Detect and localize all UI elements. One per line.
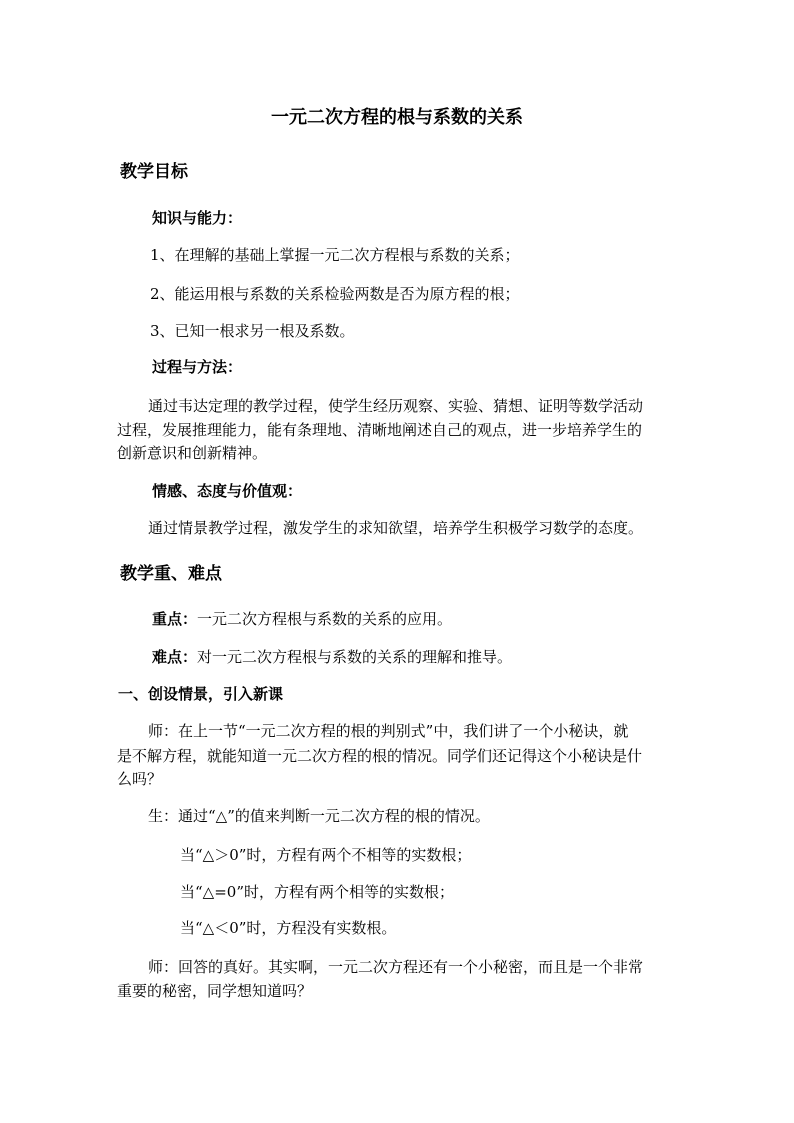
paragraph-line: 通过韦达定理的教学过程，使学生经历观察、实验、猜想、证明等数学活动: [148, 397, 644, 415]
case-line: 当“△＞0”时，方程有两个不相等的实数根；: [180, 846, 472, 864]
dialogue-line: 重要的秘密，同学想知道吗？: [117, 982, 313, 1000]
goal-item: 1、在理解的基础上掌握一元二次方程根与系数的关系；: [150, 246, 520, 264]
heading-key-points: 教学重、难点: [120, 564, 222, 584]
dialogue-line: 生：通过“△”的值来判断一元二次方程的根的情况。: [148, 807, 490, 825]
difficulty-text: 对一元二次方程根与系数的关系的理解和推导。: [197, 648, 513, 666]
heading-knowledge-ability: 知识与能力：: [152, 209, 243, 227]
paragraph-line: 过程，发展推理能力，能有条理地、清晰地阐述自己的观点，进一步培养学生的: [117, 421, 643, 439]
heading-teaching-goals: 教学目标: [120, 162, 188, 182]
dialogue-line: 么吗？: [117, 770, 163, 788]
heading-section-1: 一、创设情景，引入新课: [118, 685, 284, 703]
focus-label: 重点：: [152, 610, 198, 628]
case-line: 当“△＜0”时，方程没有实数根。: [180, 919, 397, 937]
goal-item: 3、已知一根求另一根及系数。: [150, 322, 355, 340]
paragraph-line: 创新意识和创新精神。: [117, 444, 268, 462]
heading-process-method: 过程与方法：: [152, 358, 243, 376]
heading-attitude-values: 情感、态度与价值观：: [152, 482, 303, 500]
difficulty-line: [152, 647, 512, 667]
dialogue-line: 师：回答的真好。其实啊，一元二次方程还有一个小秘密，而且是一个非常: [148, 958, 644, 976]
difficulty-label: 难点：: [152, 648, 198, 666]
focus-text: 一元二次方程根与系数的关系的应用。: [197, 610, 453, 628]
case-line: 当“△=0”时，方程有两个相等的实数根；: [180, 883, 454, 901]
dialogue-line: 是不解方程，就能知道一元二次方程的根的情况。同学们还记得这个小秘诀是什: [117, 747, 643, 765]
goal-item: 2、能运用根与系数的关系检验两数是否为原方程的根；: [150, 285, 520, 303]
dialogue-line: 师：在上一节“一元二次方程的根的判别式”中，我们讲了一个小秘诀，就: [148, 722, 629, 740]
focus-line: [152, 609, 452, 629]
paragraph-line: 通过情景教学过程，激发学生的求知欲望，培养学生积极学习数学的态度。: [148, 519, 644, 537]
document-title: 一元二次方程的根与系数的关系: [271, 107, 523, 128]
